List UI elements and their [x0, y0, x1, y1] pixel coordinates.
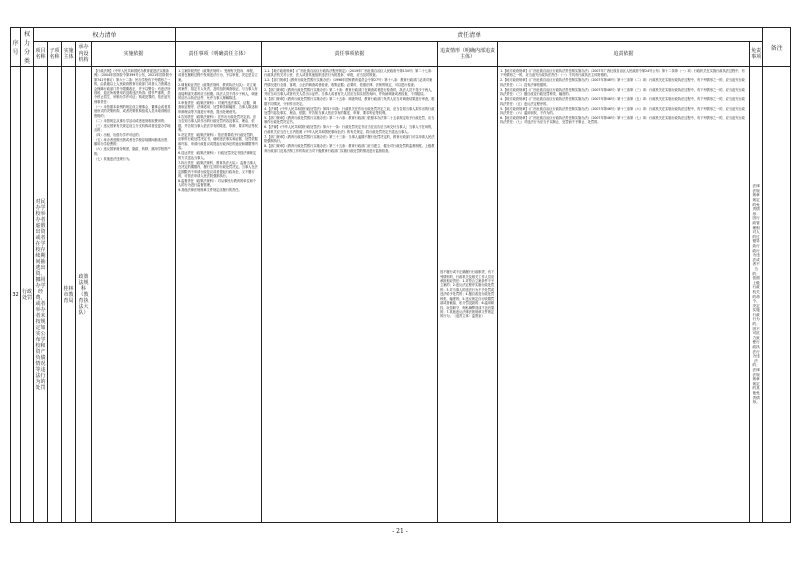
header-power-type: 权力分类: [21, 28, 34, 67]
responsibility-basis-para: 2.【部门规章】《教育行政处罚暂行实施办法》第二十条：教育行政部门在调查或者进行检查时，执法人员不得少于两人，并应当向当事人或者有关人员出示证件。当事人或者有关人员应当如实回答询问，并协助调查或者检查，不得阻挠。: [264, 87, 435, 97]
header-power-list: 权力清单: [34, 28, 176, 42]
responsibility-basis-para: 5.【部门规章】《教育行政处罚暂行实施办法》第二十六条：教育行政部门依照本办法第二十五条规定给予行政处罚，应当制作行政处罚决定书。: [264, 116, 435, 125]
basis-para: （一）未依照本条例的规定设立理事会、董事会或者其他形式的决策机构，或者决策机构组成人员未取得相应资格的；: [94, 104, 171, 118]
header-accountability-situations: 追责情形（明确内部追责主体）: [438, 42, 498, 67]
responsibility-para: 5.决定责任（政策法规科）：依法需要给予行政处罚的，应制作行政处罚决定书，载明违法事实和证据、处罚依据和内容、申请行政复议或提起行政诉讼的途径和期限等内容。: [178, 133, 258, 151]
basis-para: （五）举办者虚假出资或者在学校存续期间抽逃出资、挪用办学经费的；: [94, 138, 171, 147]
header-xuhao: 序号: [11, 28, 21, 67]
implementing-body: 桂林市教育局: [62, 67, 76, 523]
responsibility-table: [10, 27, 790, 520]
remark: [763, 67, 791, 523]
responsible-body-cell: [176, 67, 262, 523]
accountability-situations: 因不履行或不正确履行行政职责，有下列情形的，行政机关及相关工作人员应承担相应责任：1.对符合立案条件不予立案的；2.违反法定程序实施行政处罚的；3.对当事人的违法行为不予处罚或违法给予处罚的；4.擅自改变行政处罚种类、幅度的；5.违反规定自行收缴罚款或者截留、私分罚没款的；6.滥用职权、玩忽职守、徇私舞弊造成不良后果的；7.其他违反法律法规规章文件规定的行为。（追责主体：监察室）: [438, 67, 498, 523]
basis-cell: [92, 67, 176, 523]
accountability-basis-para: 5.【地方政府规章】《广西壮族自治区行政执法责任制实施办法》（2007年第46号）第十三条第（六）项：行政机关在实施行政执法过程中，有下列情形之一的，应当追究行政执法责任：（六）滥用职权、不作为的。: [500, 106, 745, 116]
responsibility-para: 8.监督责任（政策法规科）：对从事民办教育的单位和个人的行为进行监督管理。: [178, 178, 257, 188]
responsibility-para: 2.调查取证责任（政策法规科、教育执法大队）：对立案的案件，指定专人负责，及时组织调查取证，与当事人有直接利害关系的应当回避。执法人员不得少于两人，调查时应出示执法证件，允许当事人辩解陈述。: [178, 82, 258, 101]
responsibility-basis-para: 6.【法律】《中华人民共和国行政处罚法》第六十一条：行政处罚决定书应当在宣告后当场交付当事人；当事人不在场的，行政机关应当在七日内依照《中华人民共和国民事诉讼法》的有关规定，将行政处罚决定书送达当事人。: [264, 125, 435, 134]
header-accountability-basis: 追责依据: [498, 42, 750, 67]
accountability-basis-para: 4.【地方政府规章】《广西壮族自治区行政执法责任制实施办法》（2007年第46号）第十三条第（五）项：行政机关在实施行政执法过程中，有下列情形之一的，应当追究行政执法责任：（五）违反法定程序的。: [500, 97, 745, 106]
accountability-basis-para: 3.【地方政府规章】《广西壮族自治区行政执法责任制实施办法》（2007年第46号）第十三条第（三）项：行政机关在实施行政执法过程中，有下列情形之一的，应当追究行政执法责任：（三）擅自改变行政处罚种类、幅度的。: [500, 87, 745, 97]
header-responsibility-basis: 责任事项依据: [262, 42, 438, 67]
header-implementing-body: 实施主体: [62, 42, 76, 67]
item-name: 对民办学校举办者虚假出资或者在学校存续期间抽逃出资、挪用办学经费，或者举办者未按规定如实公布学校和资产负债情况等违法行为的处罚: [34, 67, 48, 523]
internal-office: 政策法规科（教育执法大队）: [76, 67, 92, 523]
responsibility-basis-para: 3.【部门规章】《教育行政处罚暂行实施办法》第二十五条：调查终结，教育行政部门负责人应当对调查结果进行审查，根据不同情况，分别作出决定。: [264, 97, 435, 106]
accountability-basis-para: 2.【地方政府规章】《广西壮族自治区行政执法责任制实施办法》（2007年第46号）第十三条第（二）项：行政机关在实施行政执法过程中，有下列情形之一的，应当追究行政执法责任：（二）没有法律依据的。: [500, 78, 745, 87]
header-responsible-body: 责任事项（明确责任主体）: [176, 42, 262, 67]
responsibility-basis-para: 1-1.【地方政府规章】《广西壮族自治区行政执法程序规定》（2019年广西壮族自治区人民政府令第134号）第二十七条：行政执法机关对公民、法人或者其他组织违法行为的投诉、举报，应当及时核查。: [264, 69, 435, 78]
basis-para: （四）出租、出借办学许可证的；: [94, 133, 142, 138]
responsibility-basis-para: 1-2.【部门规章】《教育行政处罚暂行实施办法》（1998年国家教育委员会令第27号）第十八条：教育行政部门必须对案件情况进行全面、客观、公正的调查或者检查，收集证据；必要时，依照法律、法规的规定，可以进行检查。: [264, 78, 433, 87]
header-responsibility-list: 责任清单: [176, 28, 763, 42]
header-basis: 实施依据: [92, 42, 176, 67]
row-number: 32: [11, 67, 21, 523]
responsibility-basis-para: 7.【部门规章】《教育行政处罚暂行实施办法》第三十三条：当事人逾期不履行处罚决定的，教育行政部门可以申请人民法院强制执行。: [264, 134, 435, 144]
accountability-basis-cell: [498, 67, 750, 523]
header-remark: 备注: [763, 28, 791, 67]
basis-para: （六）违反国家财务制度，隐匿、转移、挪用学校资产的；: [94, 147, 171, 156]
basis-para: （七）其他违法违规行为。: [94, 156, 133, 161]
power-type: 行政处罚: [21, 67, 34, 523]
basis-para: （二）未按规定从事办学活动或者违规收取费用的；: [94, 118, 168, 123]
responsibility-para: 4.告知责任（政策法规科）：在作出行政处罚决定前，应当告知当事人拟作出的行政处罚内容及事实、理由、依据，并告知当事人依法享有的陈述、申辩、要求听证等权利。: [178, 114, 258, 133]
responsibility-basis-para: 8.【部门规章】《教育行政处罚暂行实施办法》第三十五条：教育行政部门应当建立、健全对行政处罚的监督制度。上级教育行政部门及其法制工作机构应当对下级教育行政部门实施行政处罚的情况进行监督检查。: [264, 144, 435, 153]
header-exemption: 免责事项: [750, 42, 763, 67]
basis-para: （三）违反国家有关规定设立分支机构或者变更办学地点的；: [94, 123, 171, 133]
header-item-name: 项目名称: [34, 42, 48, 67]
responsibility-basis-cell: [262, 67, 438, 523]
exemption: 法律法规规章规定的免责情形：因行政管理相对人的过错导致行政行为违法或者不当的；依照上级行政机关的命令、决定实施行政行为的；因不可抗力致使行政执法行为违法的；法律法规规章规定的其他免责情形。: [750, 67, 763, 523]
accountability-basis-para: 6.【地方政府规章】《广西壮族自治区行政执法责任制实施办法》（2007年第46号）第十三条第（七）项：行政机关在实施行政执法过程中，有下列情形之一的，应当追究行政执法责任：（七）对违法行为应当予以制止、处罚而不予制止、处罚的。: [500, 116, 745, 125]
accountability-basis-para: 1.【地方政府规章】《广西壮族自治区行政执法责任制实施办法》（2007年广西壮族自治区人民政府令第24号公布）第十二条第（一）项：行政机关在实施行政执法过程中，有下列情形之一的，应当追究行政执法责任：（一）不具有行政执法主体资格的。: [500, 69, 745, 78]
responsibility-para: 3.审查责任（政策法规科）：对案件违法事实、证据、调查取证程序、法律适用、处罚种类和幅度、当事人陈述和申辩理由等方面进行审查，提出处理意见。: [178, 101, 258, 114]
header-subitem-name: 子项名称: [48, 42, 62, 67]
header-internal-office: 承办内设机构: [76, 42, 92, 67]
responsibility-basis-para: 4.【法律】《中华人民共和国行政处罚法》第四十四条：行政机关在作出行政处罚决定之前，应当告知当事人拟作出的行政处罚内容及事实、理由、依据，并告知当事人依法享有的陈述、申辩、要求听证等权利。: [264, 106, 435, 116]
responsibility-para: 6.送达责任（政策法规科）：行政处罚决定书按法律规定的方式送达当事人。: [178, 151, 257, 160]
subitem-name: [48, 67, 62, 523]
responsibility-para: 1.立案阶段责任（政策法规科）：受理有关投诉、举报，或者在履职过程中发现违法行为，予以审查，决定是否立案。: [178, 69, 258, 82]
responsibility-para: 9.其他法律法规规章文件规定应履行的责任。: [178, 188, 242, 193]
responsibility-para: 7.执行责任（政策法规科、教育执法大队）：监督当事人在决定的期限内，履行生效的行政处罚决定。当事人在法定期限内不申请行政复议或者提起行政诉讼，又不履行的，可依法申请人民法院强制执行。: [178, 160, 258, 178]
page-number: - 21 -: [392, 528, 408, 535]
basis-para: 【行政法规】《中华人民共和国民办教育促进法实施条例》（2004年国务院令第399号公布，2021年国务院令第741号修订）第六十二条：民办学校有下列情形之一的，由县级以上人民政府教育行政部门或者人力资源社会保障行政部门责令限期改正，并予以警告；有违法所得的，退还所收费用后没收违法所得；情节严重的，责令停止招生、吊销办学许可证；构成犯罪的，依法追究刑事责任：: [94, 69, 173, 104]
